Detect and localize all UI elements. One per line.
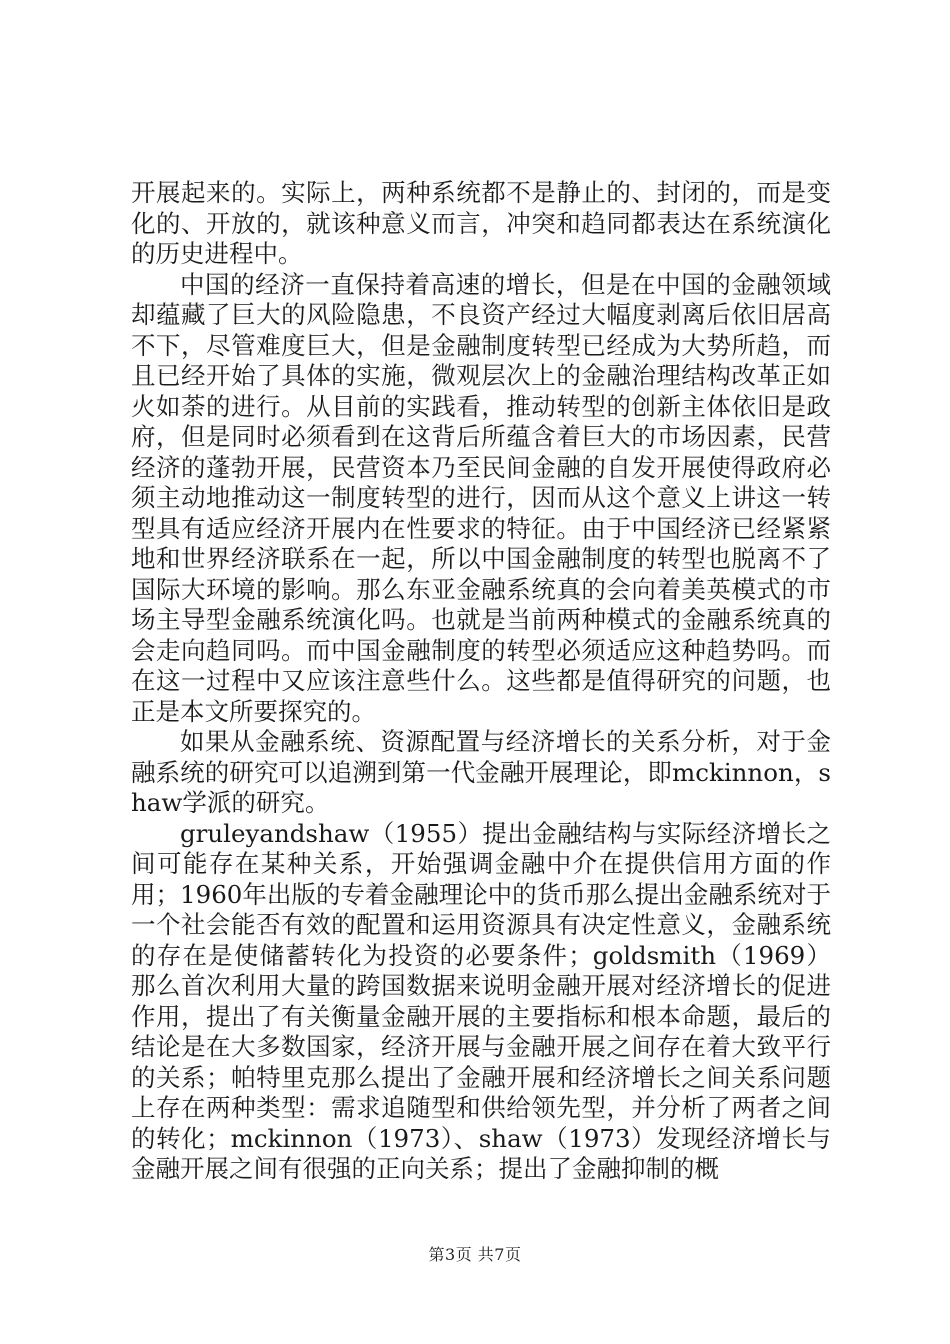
paragraph-2: 中国的经济一直保持着高速的增长，但是在中国的金融领域却蕴藏了巨大的风险隐患，不良资产经过大幅度剥离后依旧居高不下，尽管难度巨大，但是金融制度转型已经成为大势所趋，而且已经开始了具体的实施，微观层次上的金融治理结构改革正如火如荼的进行。从目前的实践看，推动转型的创新主体依旧是政府，但是同时必须看到在这背后所蕴含着巨大的市场因素，民营经济的蓬勃开展，民营资本乃至民间金融的自发开展使得政府必须主动地推动这一制度转型的进行，因而从这个意义上讲这一转型具有适应经济开展内在性要求的特征。由于中国经济已经紧紧地和世界经济联系在一起，所以中国金融制度的转型也脱离不了国际大环境的影响。那么东亚金融系统真的会向着美英模式的市场主导型金融系统演化吗。也就是当前两种模式的金融系统真的会走向趋同吗。而中国金融制度的转型必须适应这种趋势吗。而在这一过程中又应该注意些什么。这些都是值得研究的问题，也正是本文所要探究的。 [131, 269, 831, 726]
paragraph-3: 如果从金融系统、资源配置与经济增长的关系分析，对于金融系统的研究可以追溯到第一代金融开展理论，即mckinnon，shaw学派的研究。 [131, 727, 831, 817]
paragraph-4: gruleyandshaw（1955）提出金融结构与实际经济增长之间可能存在某种关系，开始强调金融中介在提供信用方面的作用；1960年出版的专着金融理论中的货币那么提出金融系统对于一个社会能否有效的配置和运用资源具有决定性意义，金融系统的存在是使储蓄转化为投资的必要条件；goldsmith（1969）那么首次利用大量的跨国数据来说明金融开展对经济增长的促进作用，提出了有关衡量金融开展的主要指标和根本命题，最后的结论是在大多数国家，经济开展与金融开展之间存在着大致平行的关系；帕特里克那么提出了金融开展和经济增长之间关系问题上存在两种类型：需求追随型和供给领先型，并分析了两者之间的转化；mckinnon（1973）、shaw（1973）发现经济增长与金融开展之间有很强的正向关系；提出了金融抑制的概 [131, 818, 831, 1183]
page-footer: 第3页 共7页 [428, 1245, 522, 1264]
body-text [131, 178, 831, 1185]
paragraph-1: 开展起来的。实际上，两种系统都不是静止的、封闭的，而是变化的、开放的，就该种意义而言，冲突和趋同都表达在系统演化的历史进程中。 [131, 178, 831, 268]
